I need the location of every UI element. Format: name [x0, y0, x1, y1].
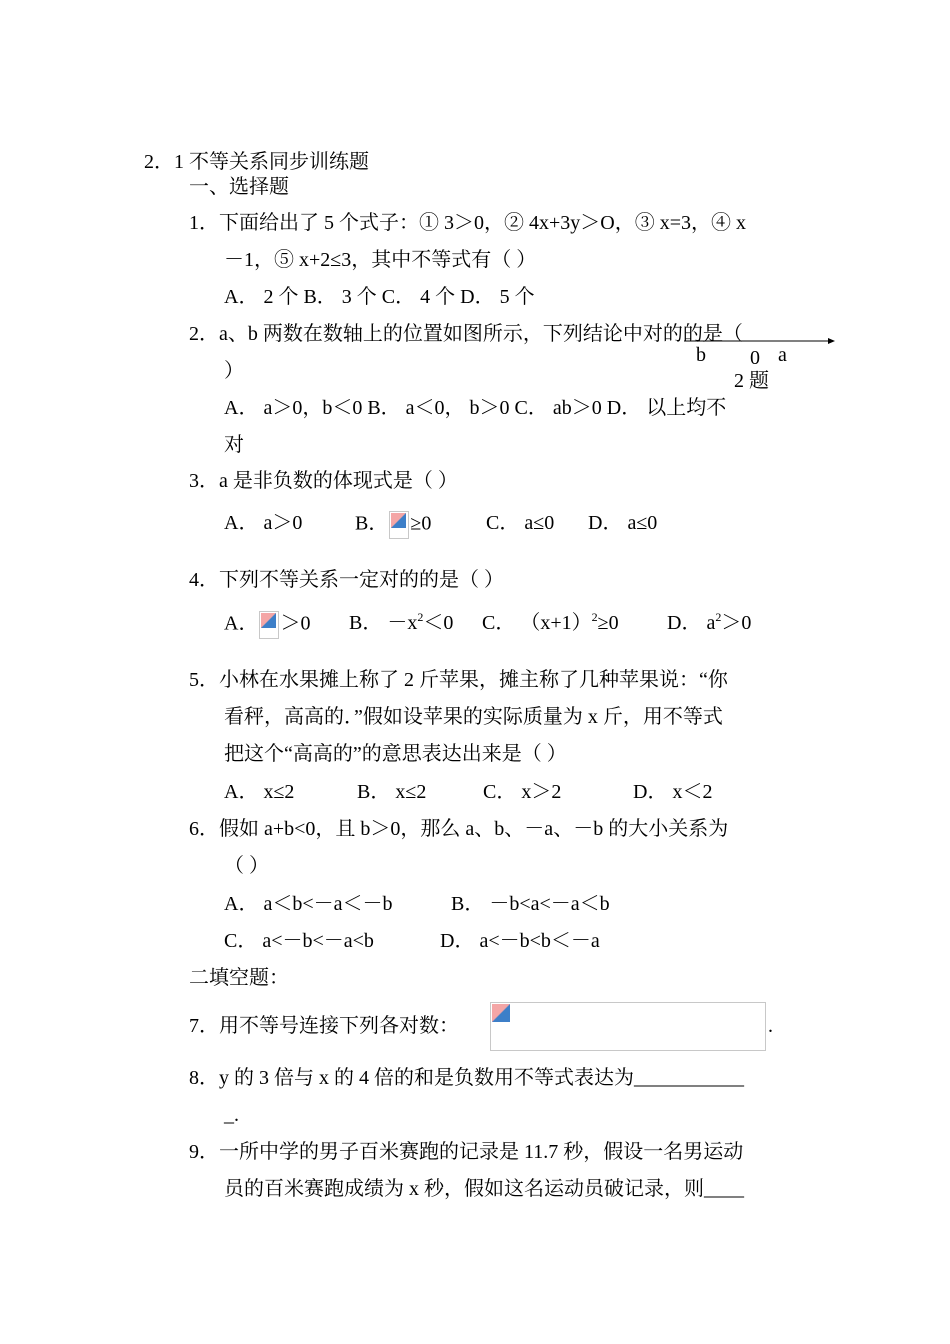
q4-option-d-relation: ＞0 [721, 612, 752, 634]
number-line-label-zero: 0 [750, 347, 760, 369]
page-title: 2．1 不等关系同步训练题 [144, 151, 369, 173]
q4-option-b-exponent: 2 [417, 610, 424, 624]
q3-option-c: C． a≤0 [486, 512, 555, 534]
figure-caption: 2 题 [734, 370, 769, 392]
q7-period: . [768, 1015, 773, 1037]
q3-option-a: A． a＞0 [224, 512, 303, 534]
q2-text-line1: 2．a、b 两数在数轴上的位置如图所示，下列结论中对的的是（ [189, 323, 743, 345]
q2-options-line2: 对 [224, 434, 244, 456]
q5-option-d: D． x＜2 [633, 781, 713, 803]
q2-text-line2: ） [224, 360, 244, 382]
q6-text-line2: （ ） [224, 855, 269, 877]
q5-option-c: C． x＞2 [483, 781, 562, 803]
q4-option-c-exponent: 2 [591, 610, 598, 624]
q6-option-c: C． a<－b<－a<b [224, 930, 374, 952]
q4-option-b-base: B． －x [349, 612, 418, 634]
q3-option-b [355, 511, 431, 539]
q4-option-c-relation: ≥0 [597, 612, 619, 634]
q6-option-b: B． －b<a<－a＜b [451, 893, 610, 915]
q7-text: 7．用不等号连接下列各对数： [189, 1015, 459, 1037]
q8-text-line1: 8．y 的 3 倍与 x 的 4 倍的和是负数用不等式表达为___________ [189, 1067, 744, 1089]
number-line-label-b: b [696, 344, 706, 366]
q3-option-b-relation: ≥0 [410, 512, 432, 535]
q3-option-d: D． a≤0 [588, 512, 658, 534]
q6-text-line1: 6．假如 a+b<0，且 b＞0，那么 a、b、－a、－b 的大小关系为 [189, 818, 729, 840]
q6-option-d: D． a<－b<b＜－a [440, 930, 600, 952]
q3-text: 3．a 是非负数的体现式是（ ） [189, 470, 458, 492]
q8-text-line2: _. [224, 1104, 239, 1126]
q5-text-line2: 看秤，高高的．”假如设苹果的实际质量为 x 斤，用不等式 [224, 706, 723, 728]
q1-text-line2: －1，⑤ x+2≤3，其中不等式有（ ） [224, 249, 537, 271]
q4-option-c [482, 611, 619, 635]
q4-option-d-base: D． a [667, 612, 716, 634]
q4-option-d [667, 611, 751, 635]
q4-option-a [224, 611, 310, 639]
q4-option-a-label: A． [224, 612, 259, 635]
q5-text-line1: 5．小林在水果摊上称了 2 斤苹果，摊主称了几种苹果说：“你 [189, 669, 728, 691]
broken-image-icon [490, 1002, 766, 1051]
q6-option-a: A． a＜b<－a＜－b [224, 893, 393, 915]
number-line-label-a: a [778, 344, 787, 366]
section-heading-choice: 一、选择题 [189, 176, 289, 198]
q4-option-c-base: C． （x+1） [482, 612, 592, 634]
q9-text-line1: 9．一所中学的男子百米赛跑的记录是 11.7 秒，假设一名男运动 [189, 1141, 744, 1163]
q4-option-a-relation: ＞0 [280, 612, 311, 635]
q1-options: A． 2 个 B． 3 个 C． 4 个 D． 5 个 [224, 286, 535, 308]
q2-options-line1: A． a＞0，b＜0 B． a＜0， b＞0 C． ab＞0 D． 以上均不 [224, 397, 727, 419]
q3-option-b-label: B． [355, 512, 389, 535]
q5-option-b: B． x≤2 [357, 781, 427, 803]
q4-option-b [349, 611, 453, 635]
q5-text-line3: 把这个“高高的”的意思表达出来是（ ） [224, 743, 567, 765]
broken-image-icon [389, 511, 409, 539]
q1-text-line1: 1．下面给出了 5 个式子：① 3＞0，② 4x+3y＞O，③ x=3，④ x [189, 212, 747, 234]
q5-option-a: A． x≤2 [224, 781, 295, 803]
number-line-arrow [828, 338, 835, 344]
broken-image-icon [259, 611, 279, 639]
q9-text-line2: 员的百米赛跑成绩为 x 秒，假如这名运动员破记录，则____ [224, 1178, 744, 1200]
q4-option-d-exponent: 2 [715, 610, 722, 624]
q4-text: 4．下列不等关系一定对的的是（ ） [189, 569, 504, 591]
section-heading-fill: 二填空题： [189, 967, 289, 989]
q4-option-b-relation: ＜0 [423, 612, 454, 634]
